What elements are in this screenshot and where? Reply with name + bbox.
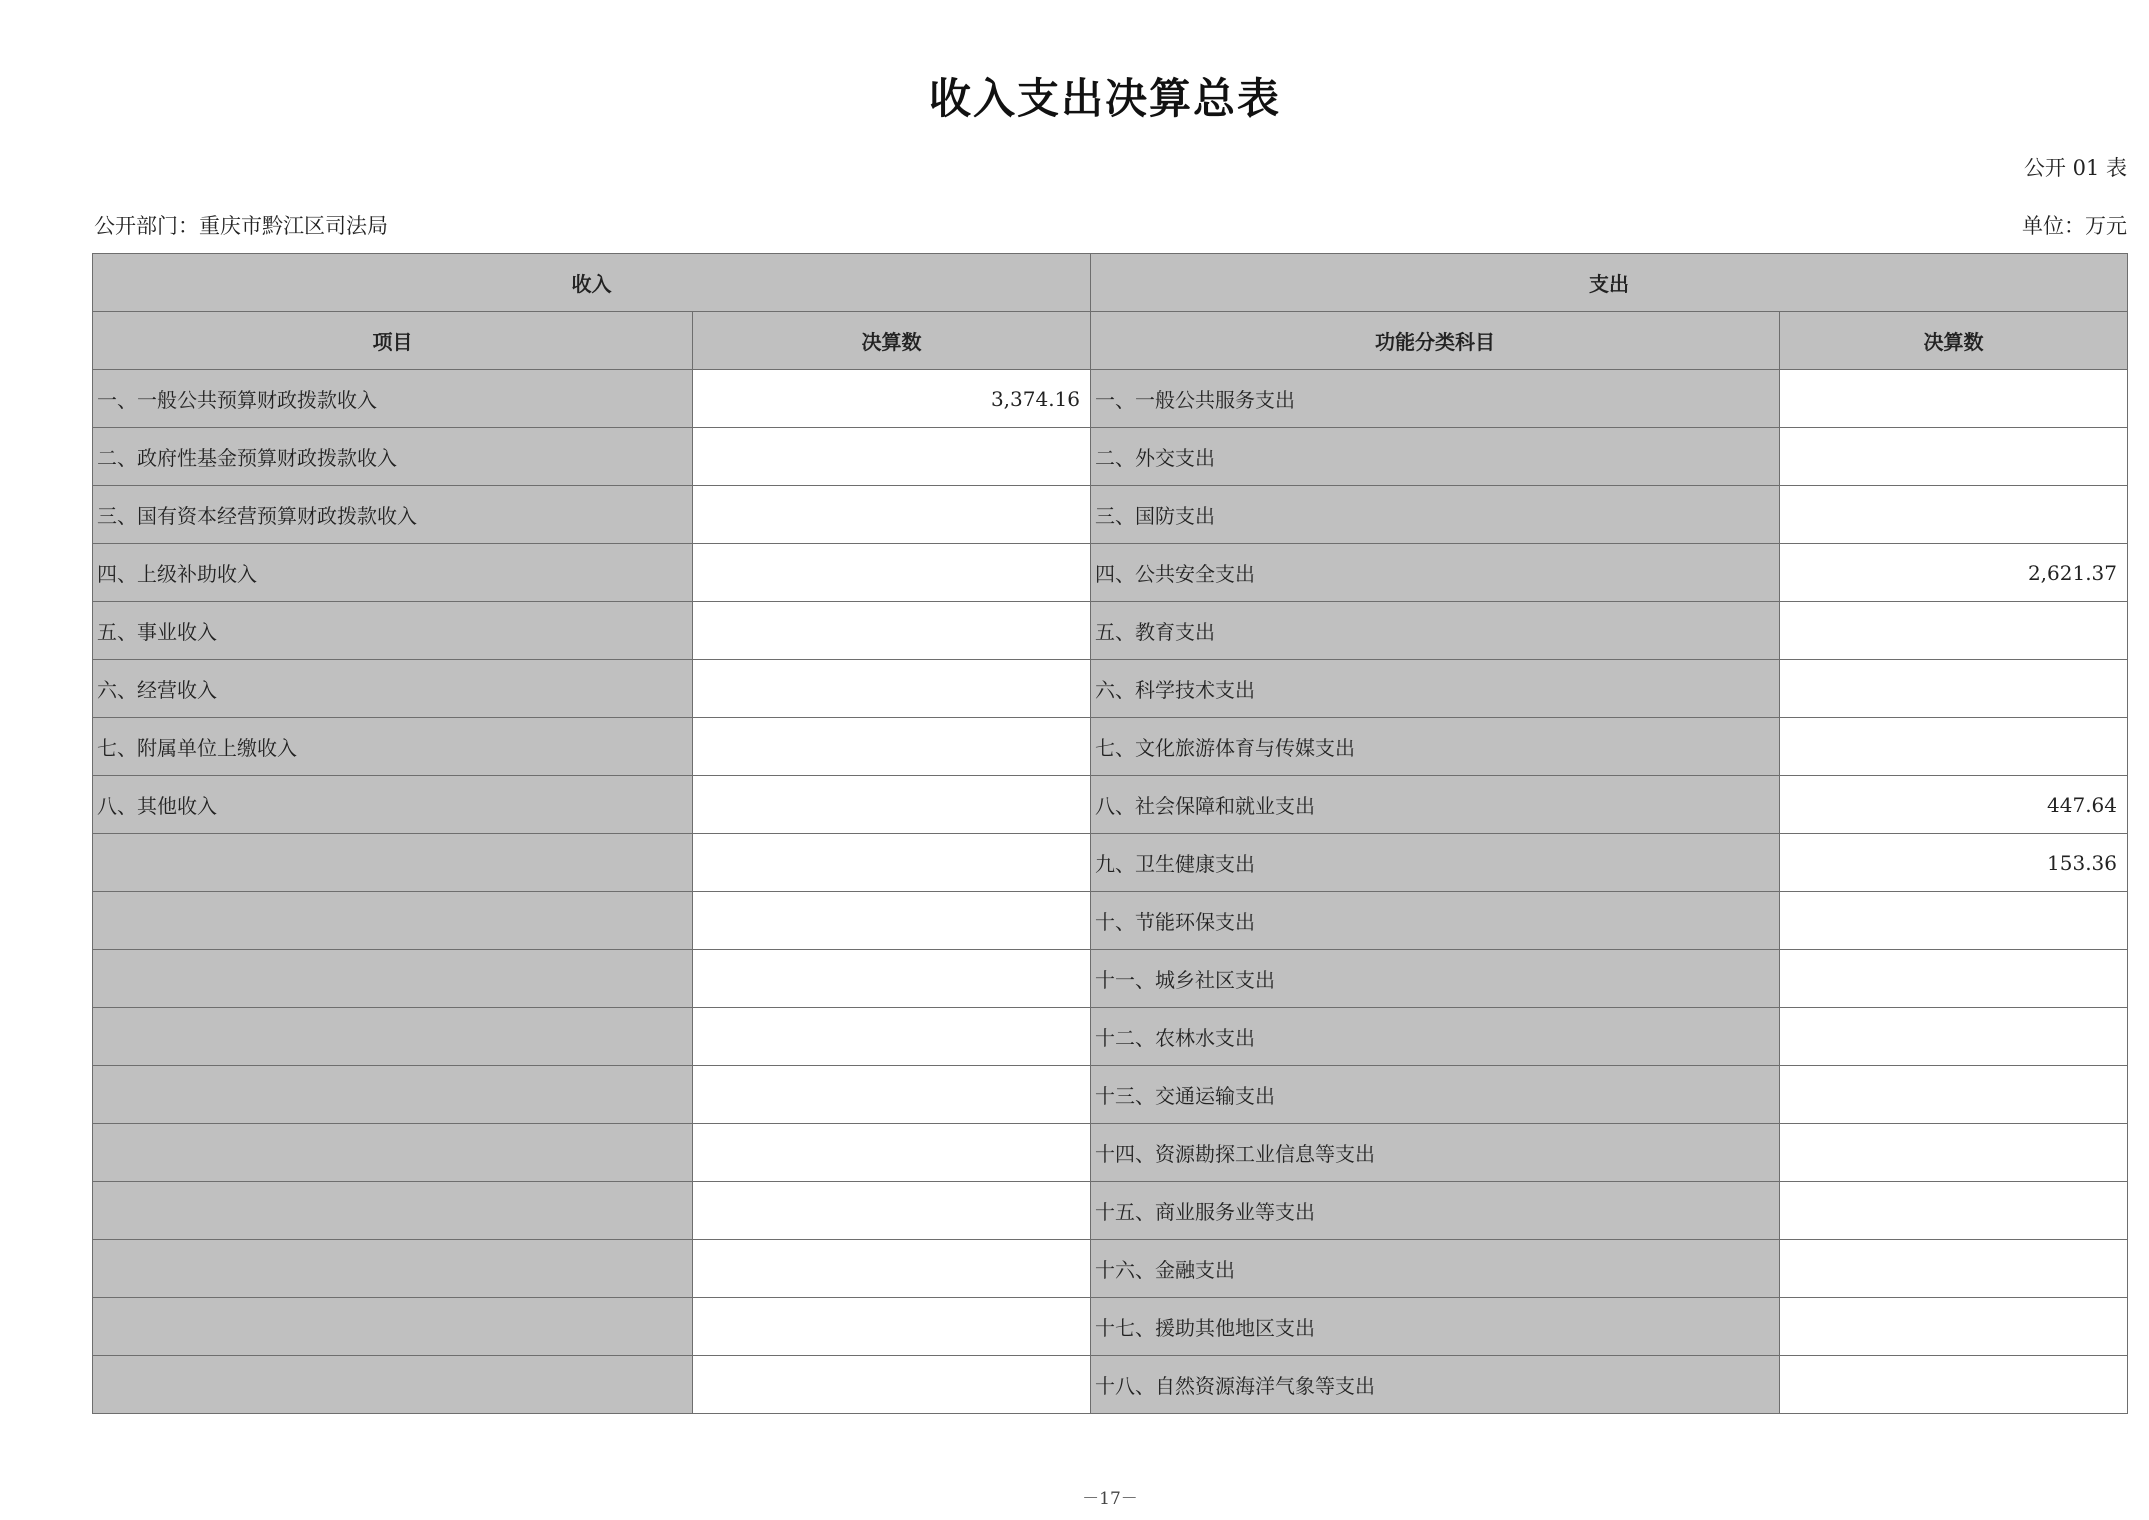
income-item-cell	[93, 950, 693, 1008]
income-header: 收入	[93, 254, 1091, 312]
income-item-cell	[93, 1066, 693, 1124]
income-amount-cell	[693, 1182, 1091, 1240]
income-item-cell: 二、政府性基金预算财政拨款收入	[93, 428, 693, 486]
expense-item-cell: 九、卫生健康支出	[1091, 834, 1780, 892]
expense-amount-cell	[1780, 718, 2128, 776]
table-row	[93, 1298, 2128, 1356]
expense-item-cell: 十三、交通运输支出	[1091, 1066, 1780, 1124]
page-number: －17－	[1082, 1489, 1138, 1509]
expense-amount-cell: 2,621.37	[1780, 544, 2128, 602]
expense-item-cell: 十六、金融支出	[1091, 1240, 1780, 1298]
expense-amount-cell	[1780, 892, 2128, 950]
income-item-cell: 五、事业收入	[93, 602, 693, 660]
expense-item-cell: 十、节能环保支出	[1091, 892, 1780, 950]
table-row	[93, 428, 2128, 486]
income-item-cell: 六、经营收入	[93, 660, 693, 718]
income-item-cell	[93, 892, 693, 950]
header-row-columns	[93, 312, 2128, 370]
expense-item-cell: 三、国防支出	[1091, 486, 1780, 544]
table-row	[93, 1356, 2128, 1414]
income-amount-cell	[693, 660, 1091, 718]
expense-item-cell: 十五、商业服务业等支出	[1091, 1182, 1780, 1240]
income-amount-cell	[693, 1240, 1091, 1298]
income-item-cell: 一、一般公共预算财政拨款收入	[93, 370, 693, 428]
income-expense-table	[92, 253, 2128, 1414]
income-amount-cell	[693, 776, 1091, 834]
table-row	[93, 1124, 2128, 1182]
income-item-cell: 三、国有资本经营预算财政拨款收入	[93, 486, 693, 544]
expense-amount-cell	[1780, 1008, 2128, 1066]
table-row	[93, 370, 2128, 428]
expense-amount-cell	[1780, 486, 2128, 544]
expense-amount-column-header: 决算数	[1780, 312, 2128, 370]
income-amount-cell	[693, 486, 1091, 544]
income-amount-cell	[693, 1298, 1091, 1356]
expense-item-cell: 十二、农林水支出	[1091, 1008, 1780, 1066]
income-item-cell	[93, 834, 693, 892]
income-item-cell	[93, 1240, 693, 1298]
table-row	[93, 1240, 2128, 1298]
expense-item-cell: 十八、自然资源海洋气象等支出	[1091, 1356, 1780, 1414]
table-row	[93, 1066, 2128, 1124]
unit-label: 单位：万元	[2022, 214, 2127, 238]
income-item-cell	[93, 1298, 693, 1356]
income-amount-cell: 3,374.16	[693, 370, 1091, 428]
income-item-cell	[93, 1124, 693, 1182]
table-row	[93, 660, 2128, 718]
expense-amount-cell	[1780, 950, 2128, 1008]
expense-header: 支出	[1091, 254, 2128, 312]
expense-item-cell: 四、公共安全支出	[1091, 544, 1780, 602]
table-row	[93, 602, 2128, 660]
table-row	[93, 1182, 2128, 1240]
income-amount-cell	[693, 1066, 1091, 1124]
expense-item-cell: 十一、城乡社区支出	[1091, 950, 1780, 1008]
function-category-column-header: 功能分类科目	[1091, 312, 1780, 370]
income-amount-cell	[693, 950, 1091, 1008]
table-row	[93, 544, 2128, 602]
income-item-cell: 七、附属单位上缴收入	[93, 718, 693, 776]
income-amount-cell	[693, 602, 1091, 660]
expense-amount-cell	[1780, 370, 2128, 428]
table-number: 公开 01 表	[2023, 156, 2127, 180]
expense-item-cell: 五、教育支出	[1091, 602, 1780, 660]
income-item-cell	[93, 1356, 693, 1414]
page-title: 收入支出决算总表	[928, 74, 1281, 123]
income-amount-cell	[693, 834, 1091, 892]
table-row	[93, 718, 2128, 776]
item-column-header: 项目	[93, 312, 693, 370]
table-row	[93, 486, 2128, 544]
expense-amount-cell	[1780, 660, 2128, 718]
income-amount-cell	[693, 718, 1091, 776]
expense-amount-cell	[1780, 1298, 2128, 1356]
income-amount-cell	[693, 892, 1091, 950]
table-row	[93, 834, 2128, 892]
expense-item-cell: 一、一般公共服务支出	[1091, 370, 1780, 428]
income-item-cell	[93, 1008, 693, 1066]
expense-amount-cell: 153.36	[1780, 834, 2128, 892]
table-row	[93, 1008, 2128, 1066]
expense-item-cell: 八、社会保障和就业支出	[1091, 776, 1780, 834]
table-row	[93, 892, 2128, 950]
expense-item-cell: 十四、资源勘探工业信息等支出	[1091, 1124, 1780, 1182]
income-amount-cell	[693, 428, 1091, 486]
expense-amount-cell	[1780, 1240, 2128, 1298]
expense-amount-cell	[1780, 602, 2128, 660]
income-amount-column-header: 决算数	[693, 312, 1091, 370]
income-amount-cell	[693, 1356, 1091, 1414]
income-item-cell	[93, 1182, 693, 1240]
expense-amount-cell	[1780, 428, 2128, 486]
expense-amount-cell	[1780, 1356, 2128, 1414]
expense-amount-cell	[1780, 1066, 2128, 1124]
expense-amount-cell	[1780, 1182, 2128, 1240]
header-row-group	[93, 254, 2128, 312]
income-item-cell: 八、其他收入	[93, 776, 693, 834]
expense-item-cell: 二、外交支出	[1091, 428, 1780, 486]
expense-amount-cell: 447.64	[1780, 776, 2128, 834]
expense-item-cell: 六、科学技术支出	[1091, 660, 1780, 718]
income-amount-cell	[693, 1124, 1091, 1182]
expense-amount-cell	[1780, 1124, 2128, 1182]
income-item-cell: 四、上级补助收入	[93, 544, 693, 602]
department-label: 公开部门：重庆市黔江区司法局	[94, 214, 388, 238]
expense-item-cell: 七、文化旅游体育与传媒支出	[1091, 718, 1780, 776]
table-row	[93, 776, 2128, 834]
table-row	[93, 950, 2128, 1008]
income-amount-cell	[693, 1008, 1091, 1066]
expense-item-cell: 十七、援助其他地区支出	[1091, 1298, 1780, 1356]
income-amount-cell	[693, 544, 1091, 602]
